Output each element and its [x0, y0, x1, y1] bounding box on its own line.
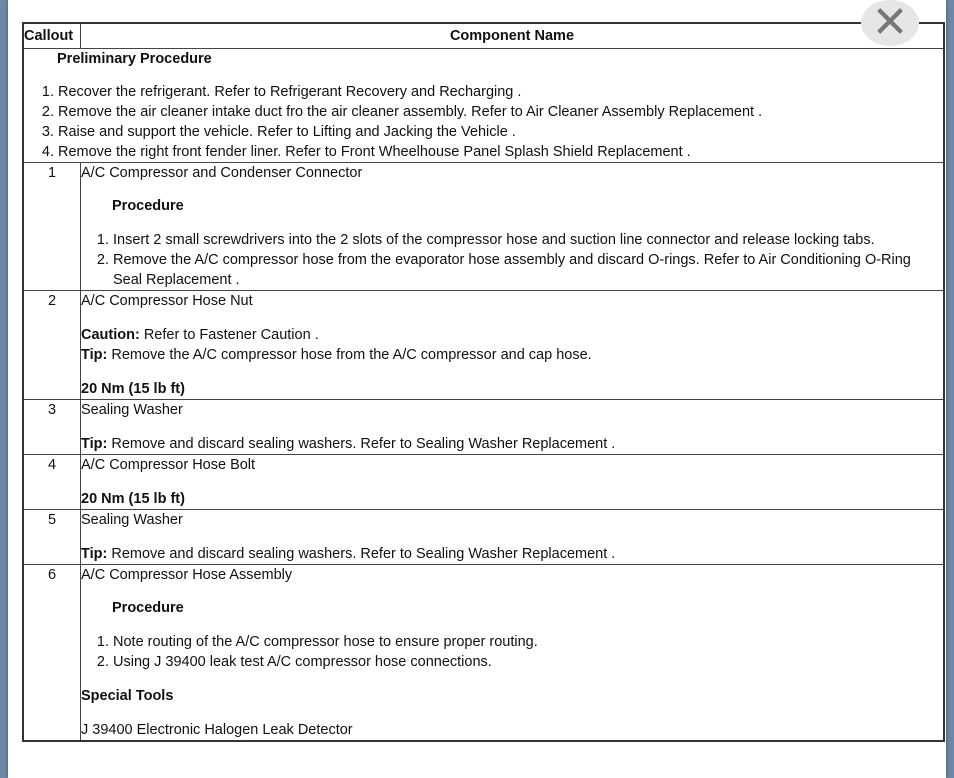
component-name: A/C Compressor Hose Bolt	[81, 457, 256, 473]
procedure-steps	[81, 230, 943, 290]
component-cell	[81, 510, 945, 565]
document-sheet	[8, 0, 946, 778]
tip-text: Remove and discard sealing washers. Refer to Sealing Washer Replacement .	[107, 546, 616, 562]
procedure-step: 2. Using J 39400 leak test A/C compressor hose connections.	[113, 652, 943, 672]
component-cell	[81, 455, 945, 510]
callout-number: 5	[23, 510, 81, 565]
caution-note	[81, 325, 943, 345]
callout-number: 2	[23, 291, 81, 400]
preliminary-step: 1. Recover the refrigerant. Refer to Refrigerant Recovery and Recharging .	[58, 82, 943, 102]
close-icon: ✕	[871, 0, 909, 47]
table-header-row	[23, 23, 944, 49]
procedure-step: 1. Note routing of the A/C compressor hose to ensure proper routing.	[113, 632, 943, 652]
table-row	[23, 455, 944, 510]
table-row	[23, 400, 944, 455]
caution-text: Refer to Fastener Caution .	[139, 327, 319, 343]
preliminary-steps	[24, 82, 943, 162]
close-button[interactable]	[861, 0, 919, 46]
procedure-step: 1. Insert 2 small screwdrivers into the 2 slots of the compressor hose and suction line connector and release locking tabs.	[113, 230, 943, 250]
caution-label: Caution:	[81, 327, 140, 343]
procedure-steps	[81, 632, 943, 672]
table-row	[23, 565, 944, 742]
table-row	[23, 291, 944, 400]
torque-spec: 20 Nm (15 lb ft)	[81, 491, 185, 507]
tip-text: Remove the A/C compressor hose from the A/C compressor and cap hose.	[107, 347, 592, 363]
preliminary-step: 4. Remove the right front fender liner. Refer to Front Wheelhouse Panel Splash Shield Replacement .	[58, 142, 943, 162]
component-name: A/C Compressor Hose Nut	[81, 293, 253, 309]
component-cell	[81, 291, 945, 400]
procedure-step: 2. Remove the A/C compressor hose from the evaporator hose assembly and discard O-rings. Refer to Air Conditioning O-Ring Seal Replacement .	[113, 250, 943, 290]
component-cell	[81, 565, 945, 742]
special-tools-title: Special Tools	[81, 688, 174, 704]
procedure-title: Procedure	[112, 600, 184, 616]
component-table	[22, 22, 945, 742]
callout-number: 4	[23, 455, 81, 510]
callout-column-header: Callout	[23, 23, 81, 49]
tip-text: Remove and discard sealing washers. Refer to Sealing Washer Replacement .	[107, 436, 616, 452]
preliminary-title: Preliminary Procedure	[57, 51, 212, 67]
tip-label: Tip:	[81, 546, 108, 562]
table-row	[23, 163, 944, 291]
special-tool: J 39400 Electronic Halogen Leak Detector	[81, 722, 353, 738]
component-name: Sealing Washer	[81, 402, 183, 418]
tip-note	[81, 544, 943, 564]
preliminary-step: 3. Raise and support the vehicle. Refer to Lifting and Jacking the Vehicle .	[58, 122, 943, 142]
preliminary-step: 2. Remove the air cleaner intake duct fro the air cleaner assembly. Refer to Air Cleaner Assembly Replacement .	[58, 102, 943, 122]
tip-note	[81, 345, 943, 365]
procedure-title: Procedure	[112, 198, 184, 214]
tip-label: Tip:	[81, 347, 108, 363]
table-row	[23, 510, 944, 565]
preliminary-row	[23, 49, 944, 163]
callout-number: 1	[23, 163, 81, 291]
component-name-column-header: Component Name	[81, 23, 945, 49]
preliminary-procedure	[23, 49, 944, 163]
callout-number: 3	[23, 400, 81, 455]
component-name: A/C Compressor Hose Assembly	[81, 567, 293, 583]
component-cell	[81, 163, 945, 291]
component-cell	[81, 400, 945, 455]
tip-note	[81, 434, 943, 454]
tip-label: Tip:	[81, 436, 108, 452]
torque-spec: 20 Nm (15 lb ft)	[81, 381, 185, 397]
component-name: A/C Compressor and Condenser Connector	[81, 165, 363, 181]
component-name: Sealing Washer	[81, 512, 183, 528]
callout-number: 6	[23, 565, 81, 742]
